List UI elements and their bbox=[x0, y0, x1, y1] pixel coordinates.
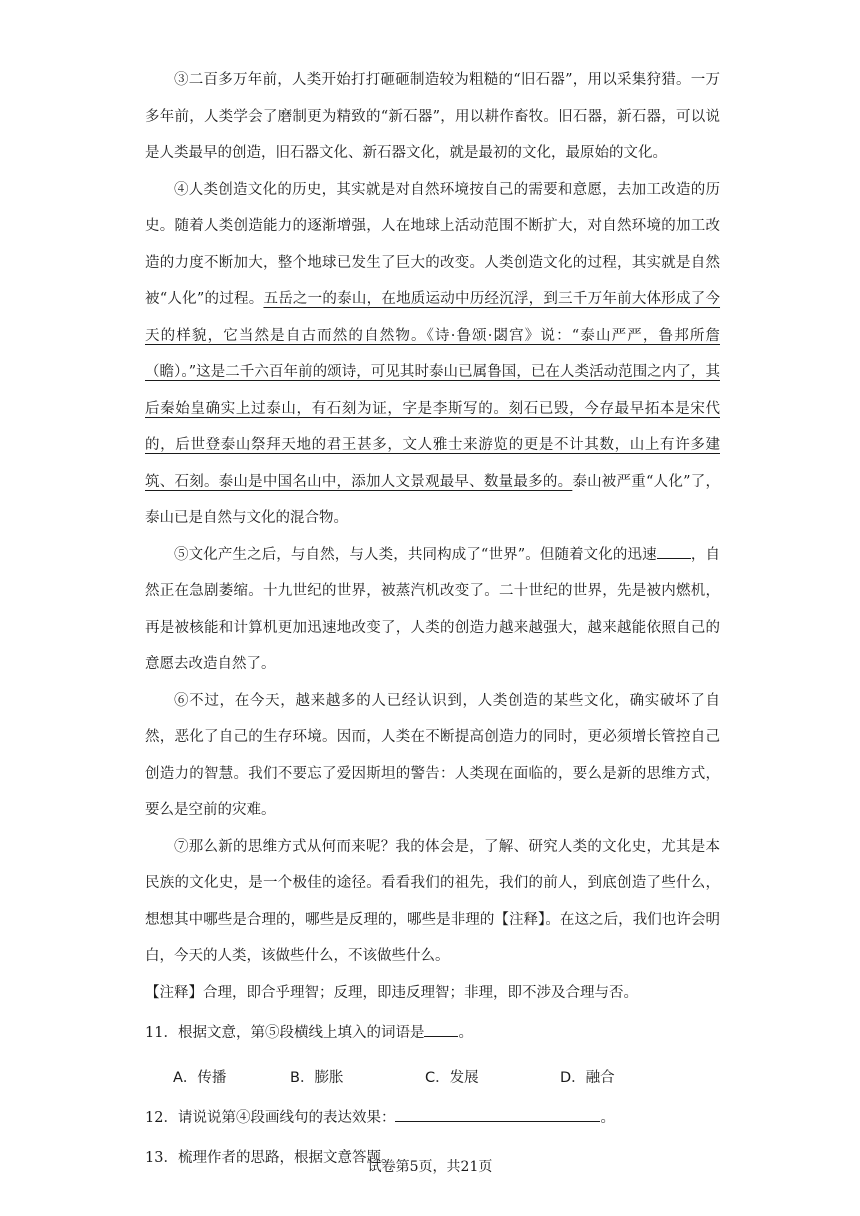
paragraph-5 bbox=[145, 537, 720, 683]
page-footer: 试卷第5页，共21页 bbox=[367, 1159, 493, 1175]
annotation-note: 【注释】合理，即合乎理智；反理，即违反理智；非理，即不涉及合理与否。 bbox=[145, 984, 638, 1001]
paragraph-4 bbox=[145, 172, 720, 537]
option-c[interactable]: C．发展 bbox=[425, 1069, 479, 1086]
option-d[interactable]: D．融合 bbox=[560, 1069, 615, 1086]
paragraph-7: ⑦那么新的思维方式从何而来呢？我的体会是，了解、研究人类的文化史，尤其是本民族的文化史，是一个极佳的途径。看看我们的祖先，我们的前人，到底创造了些什么，想想其中哪些是合理的，哪些是反理的，哪些是非理的【注释】。在这之后，我们也许会明白，今天的人类，该做些什么，不该做些什么。 bbox=[145, 838, 720, 964]
paragraph-5-text-before-blank: ⑤文化产生之后，与自然，与人类，共同构成了“世界”。但随着文化的迅速 bbox=[174, 546, 657, 563]
question-11 bbox=[145, 1015, 720, 1052]
question-13: 13．梳理作者的思路，根据文意答题。 bbox=[145, 1150, 396, 1166]
paragraph-4-text: ④人类创造文化的历史，其实就是对自然环境按自己的需要和意愿，去加工改造的历史。随着人类创造能力的逐渐增强，人在地球上活动范围不断扩大，对自然环境的加工改造的力度不断加大，整个地球已发生了巨大的改变。人类创造文化的过程，其实就是自然被“人化”的过程。 bbox=[145, 181, 720, 307]
question-12-answer-blank bbox=[395, 1109, 600, 1122]
paragraph-4-underlined-text: 五岳之一的泰山，在地质运动中历经沉浮，到三千万年前大体形成了今天的样貌，它当然是自古而然的自然物。《诗·鲁颂·閟宫》说：“泰山严严，鲁邦所詹（瞻）。”这是二千六百年前的颂诗，可见其时泰山已属鲁国，已在人类活动范围之内了，其后秦始皇确实上过泰山，有石刻为证，字是李斯写的。刻石已毁，今存最早拓本是宋代的，后世登泰山祭拜天地的君王甚多，文人雅士来游览的更是不计其数，山上有许多建筑、石刻。泰山是中国名山中，添加人文景观最早、数量最多的。 bbox=[145, 291, 721, 490]
document-body bbox=[145, 62, 720, 1177]
question-12 bbox=[145, 1100, 720, 1137]
option-a[interactable]: A．传播 bbox=[173, 1069, 227, 1086]
question-11-text: 11．根据文意，第⑤段横线上填入的词语是 bbox=[145, 1025, 425, 1041]
paragraph-6: ⑥不过，在今天，越来越多的人已经认识到，人类创造的某些文化，确实破坏了自然，恶化了自己的生存环境。因而，人类在不断提高创造力的同时，更必须增长管控自己创造力的智慧。我们不要忘了爱因斯坦的警告：人类现在面临的，要么是新的思维方式，要么是空前的灾难。 bbox=[145, 692, 720, 818]
question-12-end: 。 bbox=[600, 1109, 615, 1126]
paragraph-3: ③二百多万年前，人类开始打打砸砸制造较为粗糙的“旧石器”，用以采集狩猎。一万多年前，人类学会了磨制更为精致的“新石器”，用以耕作畜牧。旧石器，新石器，可以说是人类最早的创造，旧石器文化、新石器文化，就是最初的文化，最原始的文化。 bbox=[145, 72, 720, 161]
question-12-text: 12．请说说第④段画线句的表达效果： bbox=[145, 1109, 396, 1126]
question-11-end: 。 bbox=[458, 1025, 473, 1041]
fill-in-blank bbox=[657, 546, 691, 559]
question-11-answer-blank bbox=[424, 1024, 458, 1037]
paragraph-4-conclusion: 泰山被严重“人化”了，泰山已是自然与文化的混合物。 bbox=[145, 473, 721, 526]
option-b[interactable]: B．膨胀 bbox=[290, 1069, 344, 1086]
paragraph-5-text-after-blank: ，自然正在急剧萎缩。十九世纪的世界，被蒸汽机改变了。二十世纪的世界，先是被内燃机，再是被核能和计算机更加迅速地改变了，人类的创造力越来越强大，越来越能依照自己的意愿去改造自然了。 bbox=[145, 546, 720, 672]
question-11-options bbox=[145, 1060, 720, 1096]
